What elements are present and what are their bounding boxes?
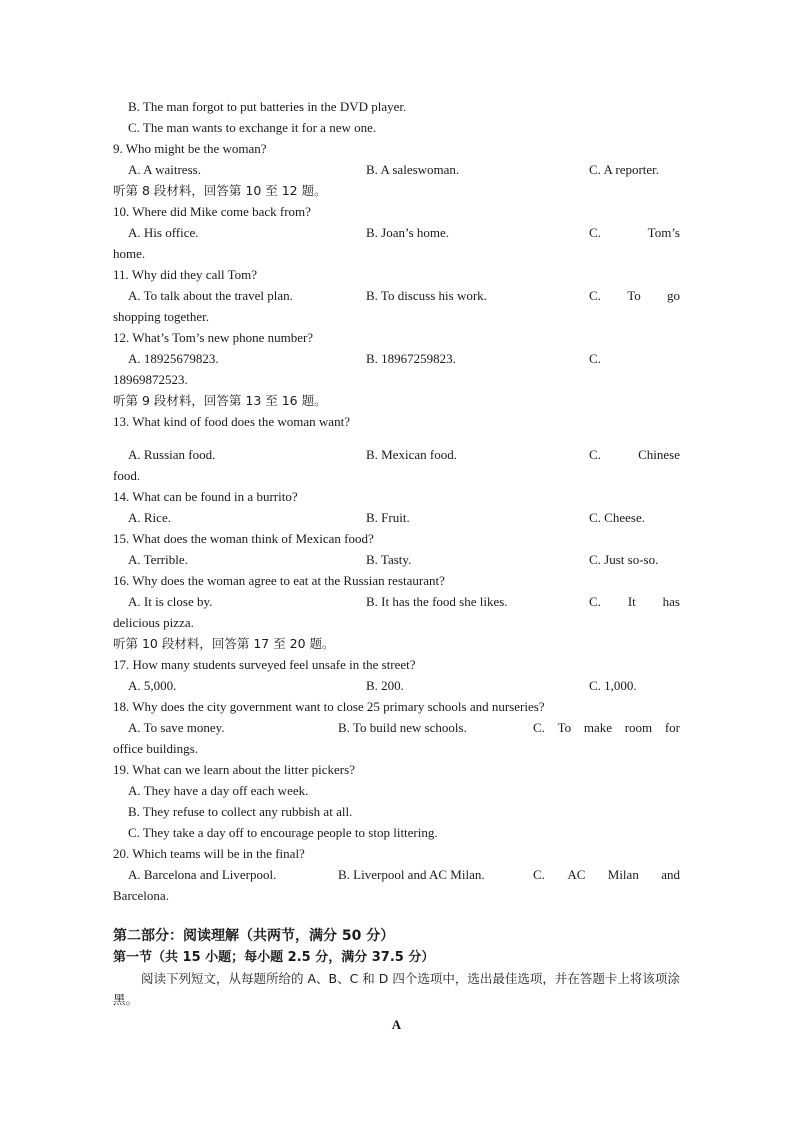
question-stem: 15. What does the woman think of Mexican food? (113, 531, 374, 546)
part-title: 第二部分：阅读理解（共两节，满分 50 分） (113, 928, 395, 944)
option-a: A. 18925679823. (128, 351, 219, 366)
option-b: B. They refuse to collect any rubbish at all. (128, 804, 353, 819)
options-row (113, 285, 680, 306)
option-c: C. A reporter. (589, 162, 660, 177)
options-row (113, 507, 680, 528)
options-row (113, 591, 680, 612)
option-c: C. To make room for (533, 720, 680, 735)
option-continuation: shopping together. (113, 309, 210, 324)
option-a: A. Barcelona and Liverpool. (128, 867, 277, 882)
options-row (113, 675, 680, 696)
section-instruction: 听第 8 段材料，回答第 10 至 12 题。 (113, 183, 327, 198)
option-a: A. Terrible. (128, 552, 188, 567)
option-b: B. To build new schools. (338, 720, 467, 735)
option-b: B. Tasty. (366, 552, 412, 567)
option-b: B. 200. (366, 678, 404, 693)
section-instruction: 听第 10 段材料，回答第 17 至 20 题。 (113, 636, 335, 651)
option-a: A. 5,000. (128, 678, 177, 693)
option-a: A. His office. (128, 225, 199, 240)
question-stem: 14. What can be found in a burrito? (113, 489, 298, 504)
question-stem: 9. Who might be the woman? (113, 141, 267, 156)
option-b: B. A saleswoman. (366, 162, 460, 177)
option-c: C. Tom’s (589, 225, 680, 240)
option-c: C. The man wants to exchange it for a new one. (128, 120, 377, 135)
question-stem: 12. What’s Tom’s new phone number? (113, 330, 314, 345)
question-stem: 20. Which teams will be in the final? (113, 846, 305, 861)
question-stem: 10. Where did Mike come back from? (113, 204, 311, 219)
option-b: B. The man forgot to put batteries in the DVD player. (128, 99, 407, 114)
option-a: A. To save money. (128, 720, 225, 735)
option-c: C. 1,000. (589, 678, 637, 693)
question-stem: 18. Why does the city government want to close 25 primary schools and nurseries? (113, 699, 545, 714)
exam-page (113, 96, 680, 1035)
option-a: A. A waitress. (128, 162, 201, 177)
option-continuation: 18969872523. (113, 372, 188, 387)
option-c: C. It has (589, 594, 680, 609)
options-row (113, 717, 680, 738)
option-continuation: office buildings. (113, 741, 198, 756)
option-continuation: delicious pizza. (113, 615, 194, 630)
option-c: C. Just so-so. (589, 552, 659, 567)
reading-instruction: 阅读下列短文，从每题所给的 A、B、C 和 D 四个选项中，选出最佳选项，并在答题卡上将该项涂黑。 (113, 971, 680, 1007)
options-row (113, 348, 680, 369)
option-b: B. 18967259823. (366, 351, 456, 366)
question-stem: 17. How many students surveyed feel unsafe in the street? (113, 657, 416, 672)
option-a: A. Russian food. (128, 447, 216, 462)
option-c: C. AC Milan and (533, 867, 680, 882)
option-b: B. To discuss his work. (366, 288, 487, 303)
option-b: B. Mexican food. (366, 447, 457, 462)
question-stem: 13. What kind of food does the woman want? (113, 414, 350, 429)
option-a: A. They have a day off each week. (128, 783, 309, 798)
options-row (113, 159, 680, 180)
option-a: A. Rice. (128, 510, 171, 525)
option-c: C. To go (589, 288, 680, 303)
option-a: A. It is close by. (128, 594, 213, 609)
option-c: C. Chinese (589, 447, 680, 462)
option-continuation: food. (113, 468, 141, 483)
option-c: C. Cheese. (589, 510, 645, 525)
option-b: B. It has the food she likes. (366, 594, 508, 609)
option-b: B. Joan’s home. (366, 225, 450, 240)
option-c: C. (589, 351, 601, 366)
passage-label: A (391, 1017, 402, 1032)
section-title: 第一节（共 15 小题；每小题 2.5 分，满分 37.5 分） (113, 950, 435, 965)
option-a: A. To talk about the travel plan. (128, 288, 293, 303)
section-instruction: 听第 9 段材料，回答第 13 至 16 题。 (113, 393, 327, 408)
option-b: B. Fruit. (366, 510, 410, 525)
option-continuation: home. (113, 246, 146, 261)
options-row (113, 549, 680, 570)
option-continuation: Barcelona. (113, 888, 169, 903)
question-stem: 16. Why does the woman agree to eat at the Russian restaurant? (113, 573, 445, 588)
question-stem: 11. Why did they call Tom? (113, 267, 257, 282)
option-b: B. Liverpool and AC Milan. (338, 867, 485, 882)
options-row (113, 864, 680, 885)
options-row (113, 222, 680, 243)
option-c: C. They take a day off to encourage people to stop littering. (128, 825, 438, 840)
options-row (113, 444, 680, 465)
question-stem: 19. What can we learn about the litter pickers? (113, 762, 355, 777)
